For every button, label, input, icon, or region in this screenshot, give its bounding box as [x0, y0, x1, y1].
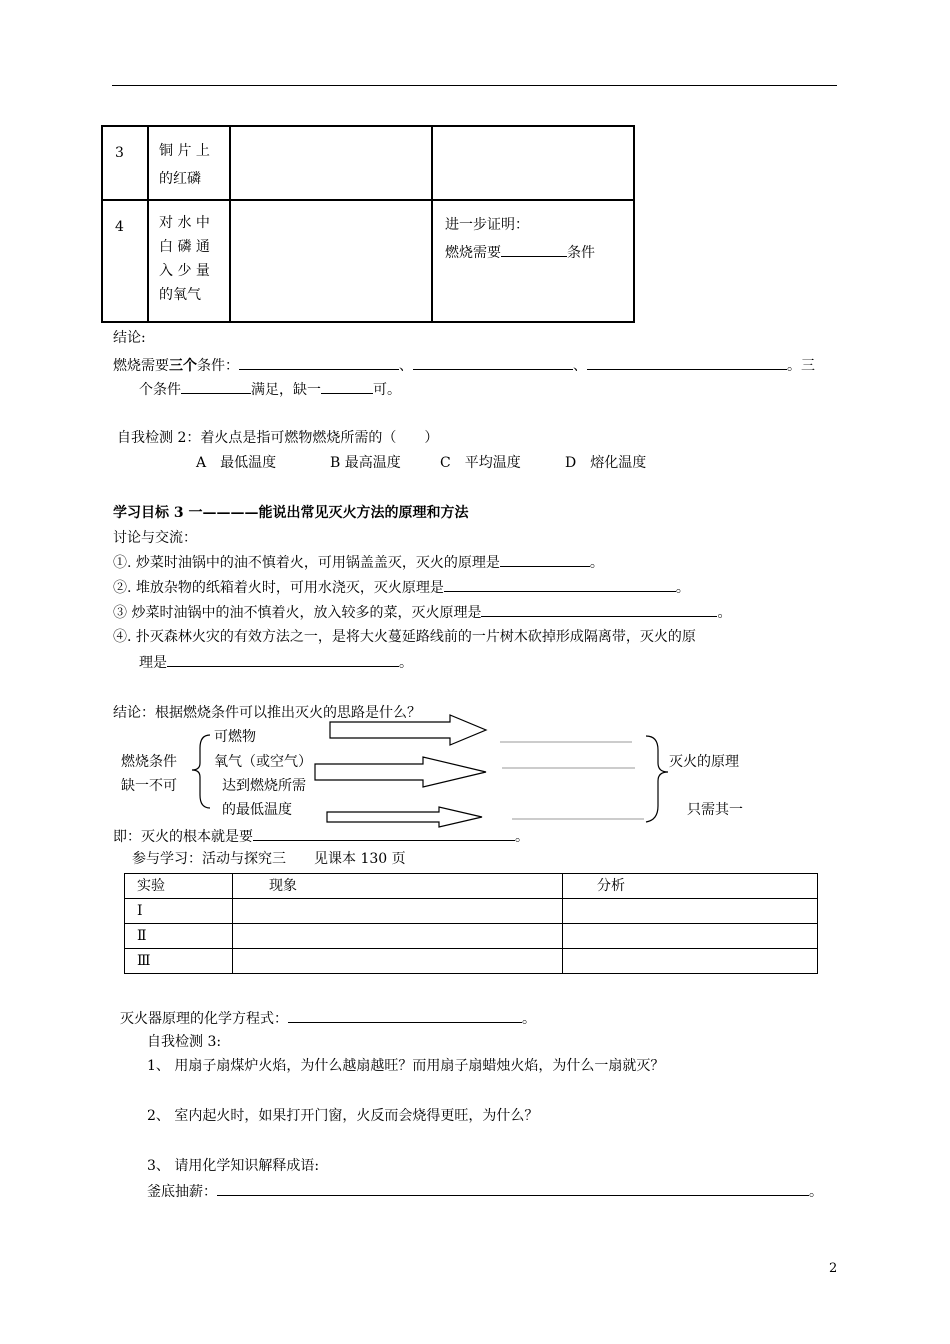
answer-blank[interactable]	[288, 1008, 522, 1023]
answer-blank[interactable]	[217, 1181, 809, 1196]
discuss-item-4: ④. 扑灭森林火灾的有效方法之一，是将大火蔓延路线前的一片树木砍掉形成隔离带，灭火的原	[113, 629, 696, 645]
right-brace	[646, 736, 668, 822]
condition-oxygen: 氧气（或空气）	[214, 754, 312, 770]
self-check-3-q2: 2、 室内起火时，如果打开门窗，火反而会烧得更旺，为什么？	[147, 1108, 539, 1124]
experiment-label: Ⅱ	[125, 924, 233, 949]
header-analysis: 分析	[563, 874, 818, 899]
arrow-1	[330, 715, 486, 745]
discuss-item-2: ②. 堆放杂物的纸箱着火时，可用水浇灭，灭火原理是 。	[113, 577, 690, 598]
analysis-text: 进一步证明： 燃烧需要 条件	[445, 217, 595, 261]
self-check-3-q1: 1、 用扇子扇煤炉火焰，为什么越扇越旺？而用扇子扇蜡烛火焰，为什么一扇就灭？	[147, 1058, 665, 1074]
self-check-2-question: 自我检测 2：着火点是指可燃物燃烧所需的（ ）	[117, 430, 439, 446]
row-number: 4	[115, 219, 124, 235]
left-brace	[192, 735, 210, 808]
header-experiment: 实验	[125, 874, 233, 899]
activity-title: 参与学习：活动与探究三 见课本 130 页	[132, 851, 406, 867]
idiom-line: 釜底抽薪： 。	[147, 1181, 823, 1202]
discuss-item-4-cont: 理是 。	[139, 652, 413, 673]
option-a[interactable]: A 最低温度	[196, 455, 277, 471]
item-text: 对 水 中 白 磷 通 入 少 量 的氧气	[159, 215, 210, 303]
condition-label-1: 燃烧条件	[121, 754, 177, 770]
option-c[interactable]: C 平均温度	[440, 455, 521, 471]
analysis-cell[interactable]	[563, 949, 818, 974]
item-text: 铜 片 上 的红磷	[159, 143, 210, 187]
row-number: 3	[115, 145, 124, 161]
condition-temp-2: 的最低温度	[222, 802, 292, 818]
discuss-item-1: ①. 炒菜时油锅中的油不慎着火，可用锅盖盖灭，灭火的原理是 。	[113, 552, 604, 573]
conclusion-line2: 个条件 满足，缺一 可。	[139, 379, 401, 400]
condition-fuel: 可燃物	[214, 729, 256, 745]
experiment-label: Ⅲ	[125, 949, 233, 974]
phenomenon-cell[interactable]	[233, 924, 563, 949]
conclusion2-question: 结论：根据燃烧条件可以推出灭火的思路是什么？	[113, 705, 421, 721]
activity-table	[124, 873, 818, 974]
self-check-3-q3: 3、 请用化学知识解释成语:	[147, 1158, 320, 1174]
conclusion-label: 结论:	[113, 330, 146, 346]
analysis-cell[interactable]	[563, 924, 818, 949]
analysis-cell[interactable]	[563, 899, 818, 924]
principle-label: 灭火的原理	[669, 754, 739, 770]
answer-blank[interactable]	[253, 826, 515, 841]
phenomenon-cell[interactable]	[233, 949, 563, 974]
self-check-3-title: 自我检测 3:	[147, 1034, 222, 1050]
page-number: 2	[829, 1261, 838, 1276]
phenomenon-cell[interactable]	[233, 899, 563, 924]
option-d[interactable]: D 熔化温度	[565, 455, 647, 471]
root-line: 即：灭火的根本就是要 。	[113, 826, 529, 847]
discuss-item-3: ③ 炒菜时油锅中的油不慎着火，放入较多的菜，灭火原理是 。	[113, 602, 731, 623]
condition-temp-1: 达到燃烧所需	[222, 778, 306, 794]
only-one-label: 只需其一	[687, 802, 743, 818]
experiment-label: Ⅰ	[125, 899, 233, 924]
header-phenomenon: 现象	[233, 874, 563, 899]
arrow-3	[327, 807, 482, 827]
condition-label-2: 缺一不可	[121, 778, 177, 794]
arrow-2	[315, 757, 486, 787]
equation-line: 灭火器原理的化学方程式： 。	[120, 1008, 536, 1029]
conclusion-line1: 燃烧需要三个条件： 、 、 。三	[113, 355, 815, 376]
goal3-title: 学习目标 3 一————能说出常见灭火方法的原理和方法	[113, 505, 469, 521]
option-b[interactable]: B 最高温度	[330, 455, 401, 471]
discuss-label: 讨论与交流：	[113, 530, 197, 546]
